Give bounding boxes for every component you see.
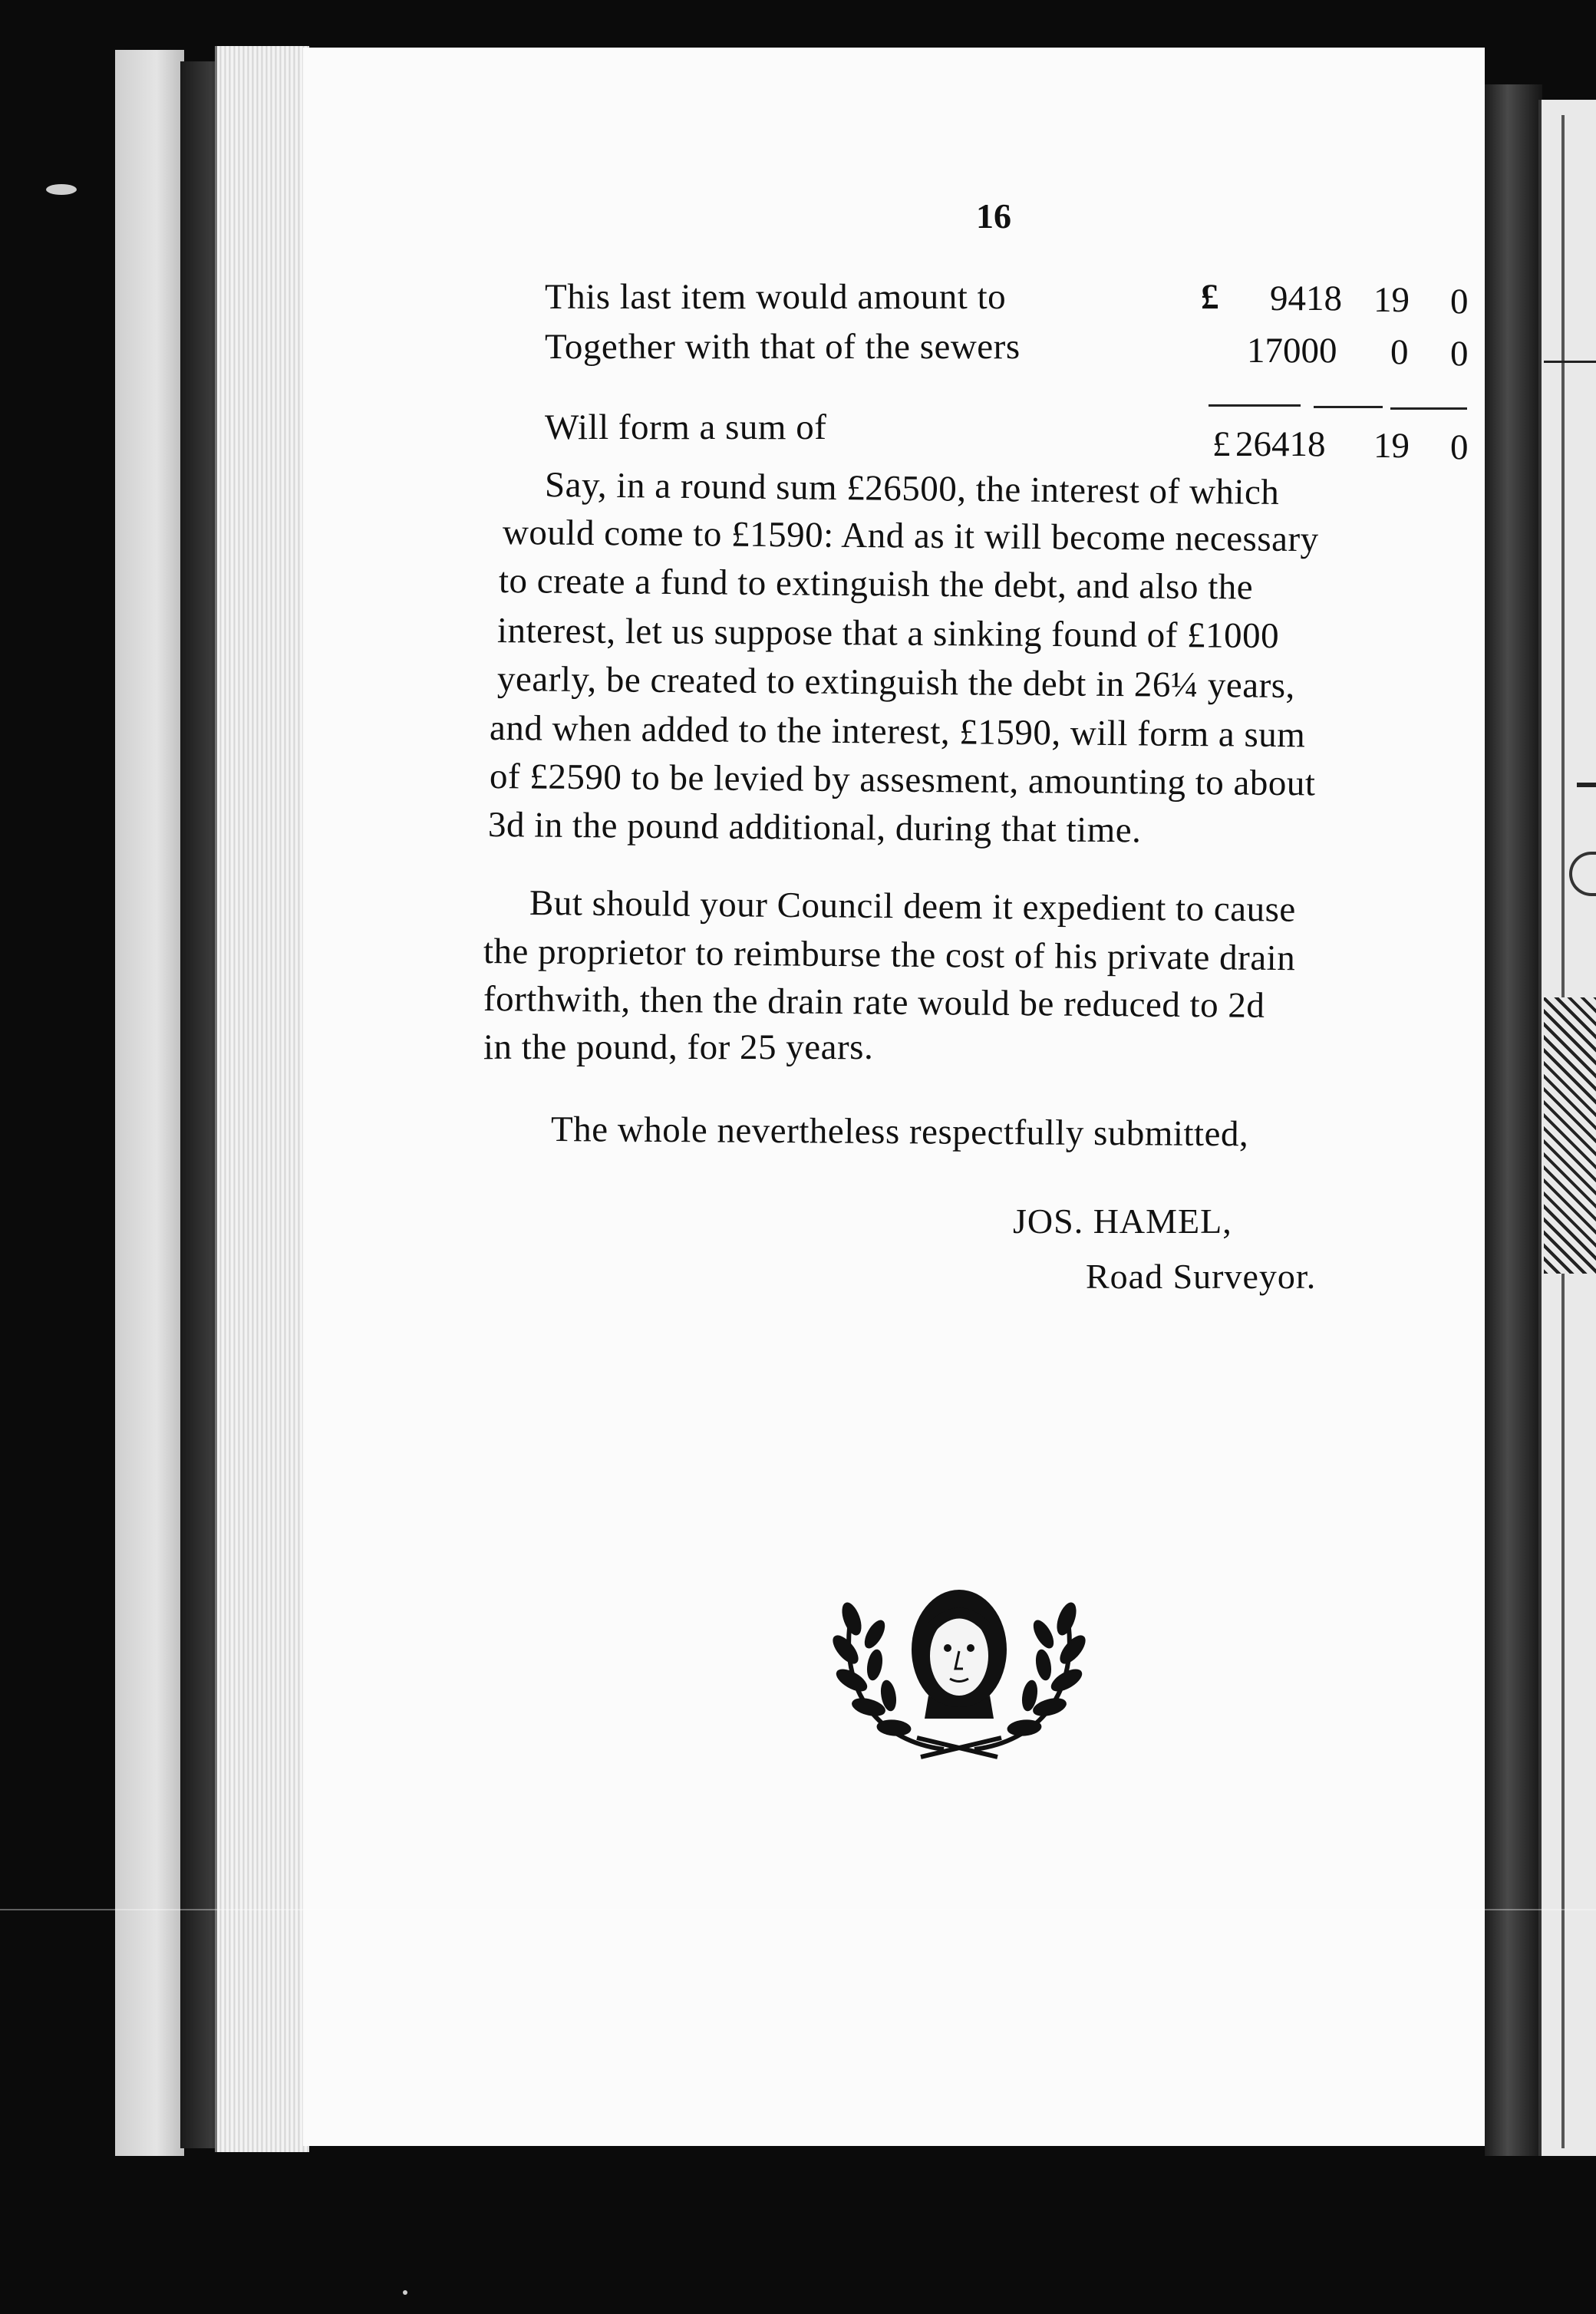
- facing-page-top-rule: [1544, 361, 1596, 363]
- paragraph-line: forthwith, then the drain rate would be reduced to 2d: [483, 979, 1265, 1026]
- scan-artifact-line: [0, 1909, 1596, 1910]
- ledger-currency: £: [1201, 277, 1219, 317]
- ledger-label: Together with that of the sewers: [545, 327, 1021, 367]
- ledger-shillings: 19: [1373, 280, 1410, 320]
- ledger-pounds: 17000: [1247, 331, 1337, 371]
- dust-speck: [46, 184, 77, 195]
- ledger-pence: 0: [1450, 427, 1469, 467]
- paragraph-line: to create a fund to extinguish the debt, and also the: [498, 561, 1254, 608]
- sum-rule: [1209, 404, 1301, 407]
- ledger-pounds: 26418: [1235, 424, 1326, 464]
- ledger-pence: 0: [1450, 334, 1469, 374]
- sum-rule: [1390, 407, 1467, 410]
- ledger-label: This last item would amount to: [545, 277, 1007, 317]
- paragraph-line: interest, let us suppose that a sinking found of £1000: [496, 611, 1280, 657]
- ledger-pounds: 9418: [1270, 279, 1342, 318]
- stacked-page-edges: [215, 46, 309, 2152]
- paragraph-line: in the pound, for 25 years.: [483, 1027, 874, 1067]
- ledger-currency: £: [1212, 424, 1231, 464]
- paragraph-line: and when added to the interest, £1590, will form a sum: [489, 708, 1306, 756]
- ledger-shillings: 0: [1390, 332, 1409, 372]
- paragraph-line: Say, in a round sum £26500, the interest of which: [544, 465, 1280, 513]
- page-number: 16: [976, 196, 1011, 236]
- paragraph-line: of £2590 to be levied by assesment, amounting to about: [489, 756, 1316, 804]
- paragraph-line: yearly, be created to extinguish the debt in 26¼ years,: [496, 659, 1296, 707]
- paragraph-line: would come to £1590: And as it will become necessary: [502, 513, 1319, 560]
- dust-speck: [403, 2290, 407, 2295]
- closing-line: The whole nevertheless respectfully submitted,: [550, 1109, 1249, 1155]
- book-gutter-shadow: [1485, 84, 1542, 2156]
- book-left-edge: [115, 50, 184, 2156]
- ledger-shillings: 19: [1373, 426, 1410, 466]
- paragraph-line: the proprietor to reimburse the cost of his private drain: [483, 931, 1296, 979]
- ledger-pence: 0: [1450, 282, 1469, 321]
- paragraph-line: 3d in the pound additional, during that time.: [487, 805, 1142, 851]
- facing-page-mark: [1577, 783, 1596, 787]
- facing-page-hatching: [1544, 997, 1596, 1274]
- signature-name: JOS. HAMEL,: [1013, 1202, 1232, 1241]
- ledger-label: Will form a sum of: [545, 407, 827, 447]
- paragraph-line: But should your Council deem it expedient to cause: [529, 883, 1296, 930]
- laurel-wreath-portrait-icon: [829, 1565, 1090, 1765]
- sum-rule: [1314, 406, 1383, 408]
- signature-title: Road Surveyor.: [1086, 1257, 1317, 1296]
